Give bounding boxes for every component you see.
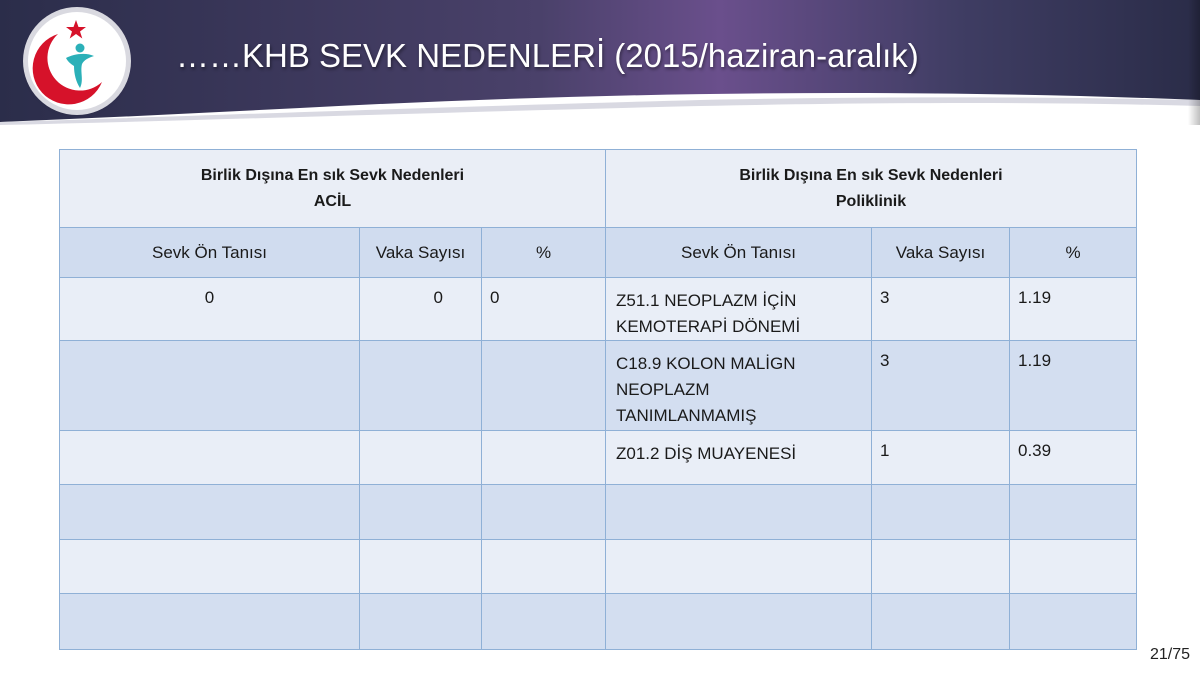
table-row [60,431,1137,485]
poliklinik-diagnosis-cell [606,341,872,431]
empty-cell [60,594,360,650]
empty-cell [60,341,360,431]
acil-section-heading [60,150,606,228]
acil-heading-line2: ACİL [313,192,352,210]
empty-cell [606,594,872,650]
empty-cell [482,594,606,650]
empty-cell [482,540,606,594]
empty-cell [360,485,482,540]
table-row [60,278,1137,341]
empty-cell [1010,540,1137,594]
acil-col-diagnosis: Sevk Ön Tanısı [60,228,360,278]
empty-cell [60,485,360,540]
poliklinik-col-diagnosis: Sevk Ön Tanısı [606,228,872,278]
poliklinik-col-percent: % [1010,228,1137,278]
acil-heading-line1: Birlik Dışına En sık Sevk Nedenleri [200,166,465,184]
acil-col-percent: % [482,228,606,278]
empty-cell [360,540,482,594]
poliklinik-count-cell: 3 [872,278,1010,341]
empty-cell [1010,594,1137,650]
empty-cell [606,540,872,594]
poliklinik-count-cell: 3 [872,341,1010,431]
acil-count-cell: 0 [360,278,482,341]
poliklinik-diagnosis-cell [606,431,872,485]
table-row [60,341,1137,431]
diagnosis-line: Z01.2 DİŞ MUAYENESİ [616,444,797,463]
table-row [60,594,1137,650]
empty-cell [360,341,482,431]
slide-title: ……KHB SEVK NEDENLERİ (2015/haziran-aralık) [176,37,919,74]
acil-col-count: Vaka Sayısı [360,228,482,278]
poliklinik-diagnosis-cell [606,278,872,341]
empty-cell [606,485,872,540]
empty-cell [482,485,606,540]
empty-cell [482,341,606,431]
poliklinik-heading-line2: Poliklinik [835,192,907,210]
referral-table [59,149,1137,650]
diagnosis-line: Z51.1 NEOPLAZM İÇİN [616,291,797,310]
diagnosis-line: KEMOTERAPİ DÖNEMİ [616,317,801,336]
empty-cell [872,485,1010,540]
diagnosis-line: C18.9 KOLON MALİGN [616,354,796,373]
table-row [60,540,1137,594]
acil-diagnosis-cell: 0 [60,278,360,341]
table-section-header-row [60,150,1137,228]
poliklinik-percent-cell: 1.19 [1010,278,1137,341]
poliklinik-percent-cell: 1.19 [1010,341,1137,431]
diagnosis-line: TANIMLANMAMIŞ [616,406,757,425]
empty-cell [482,431,606,485]
poliklinik-heading-line1: Birlik Dışına En sık Sevk Nedenleri [739,166,1003,184]
page-number: 21/75 [1149,646,1190,663]
poliklinik-section-heading [606,150,1137,228]
empty-cell [872,540,1010,594]
empty-cell [360,594,482,650]
header-right-shadow [1188,0,1200,125]
empty-cell [360,431,482,485]
acil-percent-cell: 0 [482,278,606,341]
health-logo-icon [28,12,126,110]
poliklinik-percent-cell: 0.39 [1010,431,1137,485]
table-row [60,485,1137,540]
empty-cell [60,431,360,485]
poliklinik-col-count: Vaka Sayısı [872,228,1010,278]
empty-cell [60,540,360,594]
poliklinik-count-cell: 1 [872,431,1010,485]
empty-cell [872,594,1010,650]
table-column-header-row [60,228,1137,278]
diagnosis-line: NEOPLAZM [616,380,710,399]
empty-cell [1010,485,1137,540]
